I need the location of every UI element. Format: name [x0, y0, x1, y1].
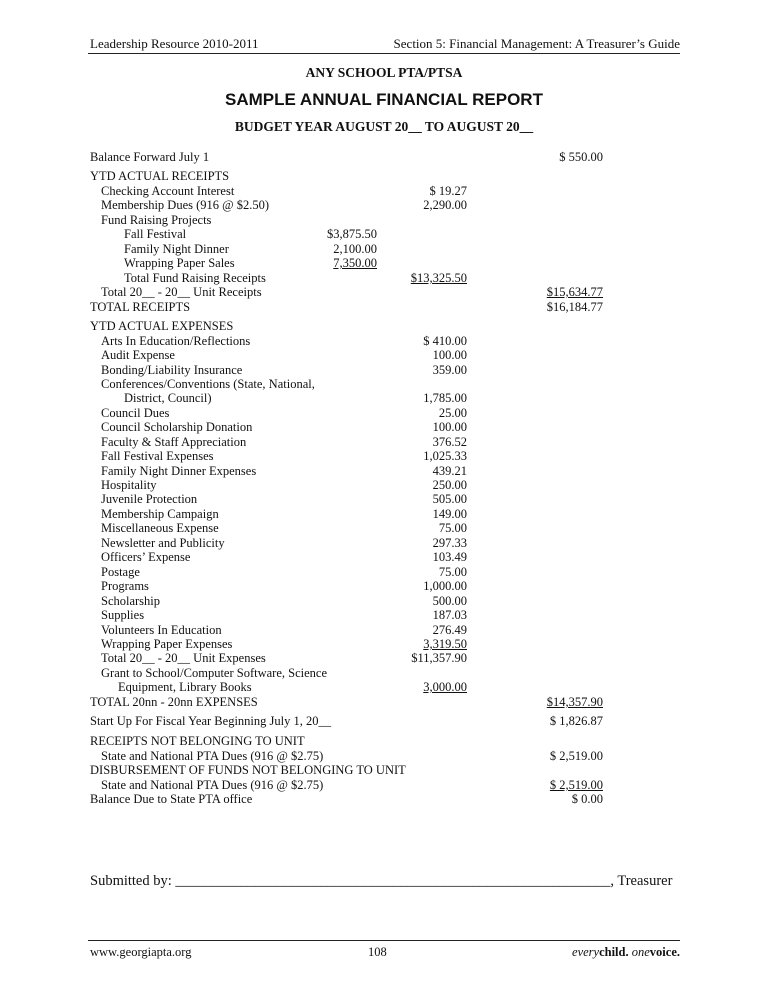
row-label: TOTAL RECEIPTS — [90, 300, 191, 314]
report-row — [0, 285, 768, 300]
row-amount-c3: $ 550.00 — [559, 150, 603, 164]
row-amount-c1: 2,100.00 — [333, 242, 377, 256]
report-row — [0, 271, 768, 286]
report-row — [0, 406, 768, 421]
row-amount-c2: 3,000.00 — [423, 680, 467, 694]
report-row — [0, 666, 768, 681]
row-label: Balance Forward July 1 — [90, 150, 210, 164]
report-title: SAMPLE ANNUAL FINANCIAL REPORT — [225, 90, 543, 109]
report-row — [0, 594, 768, 609]
report-row — [0, 734, 768, 749]
row-amount-c2: 500.00 — [432, 594, 467, 608]
row-amount-c2: 75.00 — [438, 565, 467, 579]
row-amount-c2: 2,290.00 — [423, 198, 467, 212]
slogan-every: every — [572, 945, 600, 959]
row-amount-c2: 1,025.33 — [423, 449, 467, 463]
report-row — [0, 198, 768, 213]
row-amount-c2: 1,000.00 — [423, 579, 467, 593]
row-amount-c2: 1,785.00 — [423, 391, 467, 405]
report-row — [0, 435, 768, 450]
row-label: Programs — [101, 579, 149, 593]
row-amount-c3: $16,184.77 — [546, 300, 603, 314]
footer-slogan — [572, 945, 680, 960]
report-period: BUDGET YEAR AUGUST 20__ TO AUGUST 20__ — [234, 119, 534, 134]
report-row — [0, 579, 768, 594]
row-label: Scholarship — [101, 594, 161, 608]
submitted-by-line: Submitted by: ____________________________________________________________, Treasurer — [90, 873, 673, 889]
report-row — [0, 449, 768, 464]
report-row — [0, 714, 768, 729]
row-label: Audit Expense — [101, 348, 175, 362]
row-amount-c2: 439.21 — [432, 464, 467, 478]
row-label: Hospitality — [101, 478, 157, 492]
report-row — [0, 478, 768, 493]
report-row — [0, 227, 768, 242]
row-amount-c3: $ 0.00 — [571, 792, 603, 806]
report-row — [0, 623, 768, 638]
row-amount-c3: $ 1,826.87 — [549, 714, 603, 728]
row-amount-c2: 25.00 — [438, 406, 467, 420]
row-amount-c2: 297.33 — [432, 536, 467, 550]
row-label: Arts In Education/Reflections — [101, 334, 251, 348]
row-amount-c2: 505.00 — [432, 492, 467, 506]
row-amount-c2: $13,325.50 — [410, 271, 467, 285]
row-label: Newsletter and Publicity — [101, 536, 225, 550]
row-label: Officers’ Expense — [101, 550, 191, 564]
report-row — [0, 319, 768, 334]
row-amount-c2: 359.00 — [432, 363, 467, 377]
row-amount-c2: 75.00 — [438, 521, 467, 535]
row-label: State and National PTA Dues (916 @ $2.75) — [101, 749, 324, 763]
row-amount-c2: $11,357.90 — [411, 651, 467, 665]
report-row — [0, 391, 768, 406]
report-row — [0, 334, 768, 349]
row-amount-c2: 100.00 — [432, 420, 467, 434]
header-left: Leadership Resource 2010-2011 — [90, 36, 259, 51]
report-row — [0, 464, 768, 479]
row-label: TOTAL 20nn - 20nn EXPENSES — [90, 695, 258, 709]
row-label: Volunteers In Education — [101, 623, 222, 637]
report-row — [0, 242, 768, 257]
row-amount-c2: 276.49 — [432, 623, 467, 637]
row-amount-c1: 7,350.00 — [333, 256, 377, 270]
row-amount-c3: $15,634.77 — [546, 285, 603, 299]
report-row — [0, 778, 768, 793]
report-row — [0, 169, 768, 184]
report-row — [0, 550, 768, 565]
row-label: Checking Account Interest — [101, 184, 235, 198]
org-title: ANY SCHOOL PTA/PTSA — [305, 65, 463, 80]
row-label: Wrapping Paper Expenses — [101, 637, 233, 651]
row-amount-c3: $ 2,519.00 — [549, 778, 603, 792]
row-label: Membership Dues (916 @ $2.50) — [101, 198, 270, 212]
report-row — [0, 300, 768, 315]
row-amount-c2: 100.00 — [432, 348, 467, 362]
row-amount-c2: 376.52 — [432, 435, 467, 449]
footer-rule — [88, 940, 680, 941]
report-row — [0, 256, 768, 271]
row-amount-c2: $ 19.27 — [429, 184, 467, 198]
header-right: Section 5: Financial Management: A Treasurer’s Guide — [393, 36, 680, 51]
row-amount-c2: 3,319.50 — [423, 637, 467, 651]
row-label: District, Council) — [124, 391, 212, 405]
report-row — [0, 536, 768, 551]
row-amount-c2: 149.00 — [432, 507, 467, 521]
report-row — [0, 492, 768, 507]
row-label: YTD ACTUAL RECEIPTS — [90, 169, 230, 183]
slogan-voice: voice. — [649, 945, 680, 959]
row-amount-c2: 250.00 — [432, 478, 467, 492]
footer-website: www.georgiapta.org — [90, 945, 192, 959]
row-label: YTD ACTUAL EXPENSES — [90, 319, 234, 333]
report-row — [0, 348, 768, 363]
report-row — [0, 363, 768, 378]
row-label: Total 20__ - 20__ Unit Expenses — [101, 651, 266, 665]
row-label: Membership Campaign — [101, 507, 219, 521]
row-label: Supplies — [101, 608, 145, 622]
row-label: Grant to School/Computer Software, Science — [101, 666, 327, 680]
row-amount-c3: $14,357.90 — [546, 695, 603, 709]
row-label: Family Night Dinner — [124, 242, 229, 256]
row-amount-c2: $ 410.00 — [423, 334, 467, 348]
report-row — [0, 521, 768, 536]
report-row — [0, 150, 768, 165]
report-row — [0, 749, 768, 764]
report-row — [0, 608, 768, 623]
row-label: Fall Festival — [124, 227, 187, 241]
row-label: Fall Festival Expenses — [101, 449, 214, 463]
row-amount-c2: 187.03 — [432, 608, 467, 622]
row-label: Total Fund Raising Receipts — [124, 271, 266, 285]
row-label: Miscellaneous Expense — [101, 521, 219, 535]
report-row — [0, 507, 768, 522]
row-label: Fund Raising Projects — [101, 213, 212, 227]
row-label: Balance Due to State PTA office — [90, 792, 253, 806]
slogan-child: child. — [599, 945, 629, 959]
report-row — [0, 420, 768, 435]
row-label: Family Night Dinner Expenses — [101, 464, 257, 478]
report-row — [0, 213, 768, 228]
report-row — [0, 377, 768, 392]
row-label: Faculty & Staff Appreciation — [101, 435, 247, 449]
row-label: Equipment, Library Books — [118, 680, 252, 694]
report-row — [0, 792, 768, 807]
page-number: 108 — [368, 945, 387, 959]
row-label: Council Scholarship Donation — [101, 420, 253, 434]
row-label: Council Dues — [101, 406, 170, 420]
slogan-one: one — [628, 945, 650, 959]
row-amount-c3: $ 2,519.00 — [549, 749, 603, 763]
row-label: Start Up For Fiscal Year Beginning July 1, 20__ — [90, 714, 331, 728]
report-row — [0, 680, 768, 695]
report-row — [0, 651, 768, 666]
row-label: Postage — [101, 565, 140, 579]
row-label: Bonding/Liability Insurance — [101, 363, 243, 377]
row-label: Total 20__ - 20__ Unit Receipts — [101, 285, 262, 299]
report-row — [0, 637, 768, 652]
row-label: Wrapping Paper Sales — [124, 256, 235, 270]
row-label: Juvenile Protection — [101, 492, 198, 506]
row-amount-c1: $3,875.50 — [327, 227, 377, 241]
row-label: Conferences/Conventions (State, National, — [101, 377, 315, 391]
report-row — [0, 763, 768, 778]
row-amount-c2: 103.49 — [432, 550, 467, 564]
row-label: State and National PTA Dues (916 @ $2.75) — [101, 778, 324, 792]
row-label: RECEIPTS NOT BELONGING TO UNIT — [90, 734, 305, 748]
report-row — [0, 184, 768, 199]
report-row — [0, 695, 768, 710]
report-row — [0, 565, 768, 580]
row-label: DISBURSEMENT OF FUNDS NOT BELONGING TO UNIT — [90, 763, 406, 777]
